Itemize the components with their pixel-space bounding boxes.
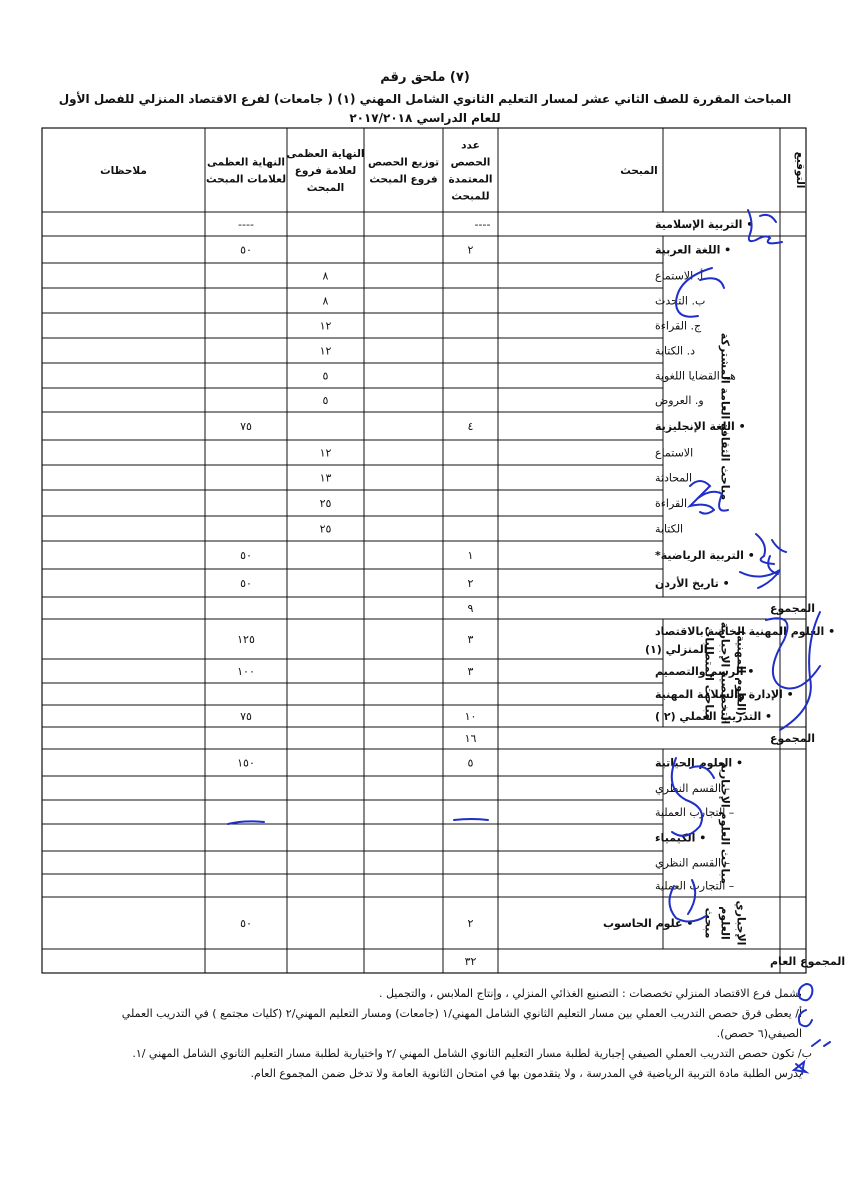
subject-max-value: ١٠٠ xyxy=(237,665,255,678)
subject-label: – التجارب العملية xyxy=(655,806,735,819)
subject-max-value: ---- xyxy=(238,218,254,231)
header-notes: ملاحظات xyxy=(100,165,147,177)
branch-max-value: ١٢ xyxy=(319,344,332,358)
subject-label: المجموع xyxy=(770,732,815,745)
footnote-2b: ب/ تكون حصص التدريب العملي الصيفي إجبارية لطلبة مسار التعليم الثانوي الشامل المهني /٢ واختيارية لطلبة مسار التعليم الثانوي الشامل المهني /١. xyxy=(132,1047,812,1060)
credit-hours-value: ٩ xyxy=(467,602,474,615)
subject-label: • اللغة الإنجليزية xyxy=(655,420,746,433)
credit-hours-value: ٢ xyxy=(467,577,474,590)
branch-max-value: ١٢ xyxy=(319,319,332,333)
subject-label: المنزلي (١) xyxy=(645,643,708,656)
subject-label: • علوم الحاسوب xyxy=(603,917,694,930)
academic-year: للعام الدراسي ٢٠١٧/٢٠١٨ xyxy=(349,111,501,125)
credit-hours-value: ١٠ xyxy=(464,710,477,723)
signature-mark xyxy=(748,210,782,243)
group-label: العلوم xyxy=(718,906,732,940)
credit-hours-value: ٣ xyxy=(467,633,474,646)
subject-label: – القسم النظري xyxy=(655,782,731,795)
signature-mark xyxy=(799,984,830,1046)
document-title: المباحث المقررة للصف الثاني عشر لمسار التعليم الثانوي الشامل المهني (١) ( جامعات) لفرع الاقتصاد المنزلي للفصل الأول xyxy=(58,92,792,106)
subject-label: • العلوم المهنية الخاصة بالاقتصاد xyxy=(655,625,836,638)
signature-mark xyxy=(454,819,488,820)
subject-max-value: ١٥٠ xyxy=(237,756,255,770)
subject-label: • الإدارة والسلامة المهنية xyxy=(655,688,794,701)
header-subject-max: النهاية العظمى xyxy=(206,156,286,169)
header-credit-hours: الحصص xyxy=(450,156,491,169)
subject-label: القراءة xyxy=(655,497,688,510)
subject-label: ب. التحدث xyxy=(655,294,706,308)
credit-hours-value: ٤ xyxy=(467,420,474,433)
branch-max-value: ٥ xyxy=(322,394,329,407)
subject-label: • تاريخ الأردن xyxy=(655,577,730,590)
group-label: مباحث العلوم الإجبارية xyxy=(718,762,732,884)
signature-mark xyxy=(766,612,820,730)
signature-mark xyxy=(756,534,786,564)
subject-max-value: ٥٠ xyxy=(240,243,252,257)
header-subject: المبحث xyxy=(620,165,658,177)
group-label: التخصصية الإجبارية xyxy=(718,621,732,725)
signature-mark xyxy=(794,1062,806,1074)
subject-max-value: ٧٥ xyxy=(240,420,252,433)
branch-max-value: ٢٥ xyxy=(319,497,332,510)
appendix-title: (٧) ملحق رقم xyxy=(380,70,470,85)
subject-max-value: ٥٠ xyxy=(240,577,252,590)
branch-max-value: ١٣ xyxy=(319,471,332,485)
subject-label: المجموع xyxy=(770,602,815,615)
subject-label: – التجارب العملية xyxy=(655,879,735,893)
credit-hours-value: ٣ xyxy=(467,665,474,678)
header-credit-hours: عدد xyxy=(461,139,480,152)
header-branch-max: المبحث xyxy=(306,182,345,194)
header-credit-hours: للمبحث xyxy=(451,190,490,203)
header-distribution: توزيع الحصص xyxy=(367,156,440,169)
subject-label: الكتابة xyxy=(655,522,684,536)
branch-max-value: ١٢ xyxy=(319,446,332,460)
branch-max-value: ٨ xyxy=(322,294,329,308)
subject-label: • الكيمياء xyxy=(655,831,707,845)
header-subject-max: لعلامات المبحث xyxy=(205,173,287,186)
subject-label: • التربية الإسلامية xyxy=(655,218,754,231)
group-label: الإجباري xyxy=(734,900,748,946)
group-label: (العلوم المهنية) xyxy=(734,630,748,716)
signature-mark xyxy=(669,880,706,922)
credit-hours-value: ١ xyxy=(467,549,474,562)
subject-label: • الرسم والتصميم xyxy=(655,665,755,678)
subject-max-value: ٥٠ xyxy=(240,917,252,930)
signature-mark xyxy=(672,758,714,836)
subject-label: • التربية الرياضية* xyxy=(655,549,755,562)
group-label: مباحث الثقافة العامة المشتركة xyxy=(718,332,732,501)
subject-max-value: ٧٥ xyxy=(240,710,252,723)
credit-hours-value: ---- xyxy=(474,218,491,231)
subject-label: هـ. القضايا اللغوية xyxy=(655,369,736,383)
credit-hours-value: ٣٢ xyxy=(464,955,477,968)
subject-label: – القسم النظري xyxy=(655,856,731,870)
header-credit-hours: المعتمدة xyxy=(448,173,493,186)
subject-label: و. العروض xyxy=(655,394,704,407)
signature-mark xyxy=(690,481,728,514)
credit-hours-value: ٢ xyxy=(467,917,474,930)
subject-max-value: ١٢٥ xyxy=(237,633,255,646)
subject-label: ج. القراءة xyxy=(655,319,702,333)
header-branch-max: النهاية العظمى xyxy=(286,148,365,160)
footnote-1: يشمل فرع الاقتصاد المنزلي تخصصات : التصنيع الغذائي المنزلي ، وإنتاج الملابس ، والتجميل . xyxy=(378,987,802,1000)
subject-label: الاستماع xyxy=(655,446,694,460)
header-branch-max: لعلامة فروع xyxy=(294,165,357,177)
subject-label: أ. الاستماع xyxy=(655,269,704,283)
subject-label: المجموع العام xyxy=(770,955,846,968)
subject-label: • اللغة العربية xyxy=(655,243,732,257)
group-label: مباحث المتطلبات xyxy=(702,626,716,720)
branch-max-value: ٢٥ xyxy=(319,522,332,536)
subject-label: د. الكتابة xyxy=(655,344,696,358)
branch-max-value: ٨ xyxy=(322,269,329,283)
subject-label: • العلوم الحياتية xyxy=(655,756,743,770)
group-label: مبحث xyxy=(702,907,716,939)
signature-mark xyxy=(228,821,264,824)
credit-hours-value: ٢ xyxy=(467,243,474,257)
footnote-3: يدرس الطلبة مادة التربية الرياضية في المدرسة ، ولا يتقدمون بها في امتحان الثانوية العامة ولا تدخل ضمن المجموع العام. xyxy=(250,1067,802,1080)
footnote-2a: أ/ يعطى فرق حصص التدريب العملي بين مسار التعليم الثانوي الشامل المهني/١ (جامعات) ومسار التعليم المهني/٢ (كليات مجتمع ) في التدريب العملي الصيفي(٦ حصص). xyxy=(121,1007,802,1040)
header-distribution: فروع المبحث xyxy=(369,173,438,186)
subject-label: • التدريب العملي (٢ ) xyxy=(655,710,773,723)
signature-mark xyxy=(676,268,724,317)
header-signature: التوقيع xyxy=(794,151,806,189)
subject-label: المحادثة xyxy=(655,471,693,485)
subject-max-value: ٥٠ xyxy=(240,549,252,562)
branch-max-value: ٥ xyxy=(322,369,329,383)
credit-hours-value: ١٦ xyxy=(464,732,477,745)
credit-hours-value: ٥ xyxy=(467,756,474,770)
